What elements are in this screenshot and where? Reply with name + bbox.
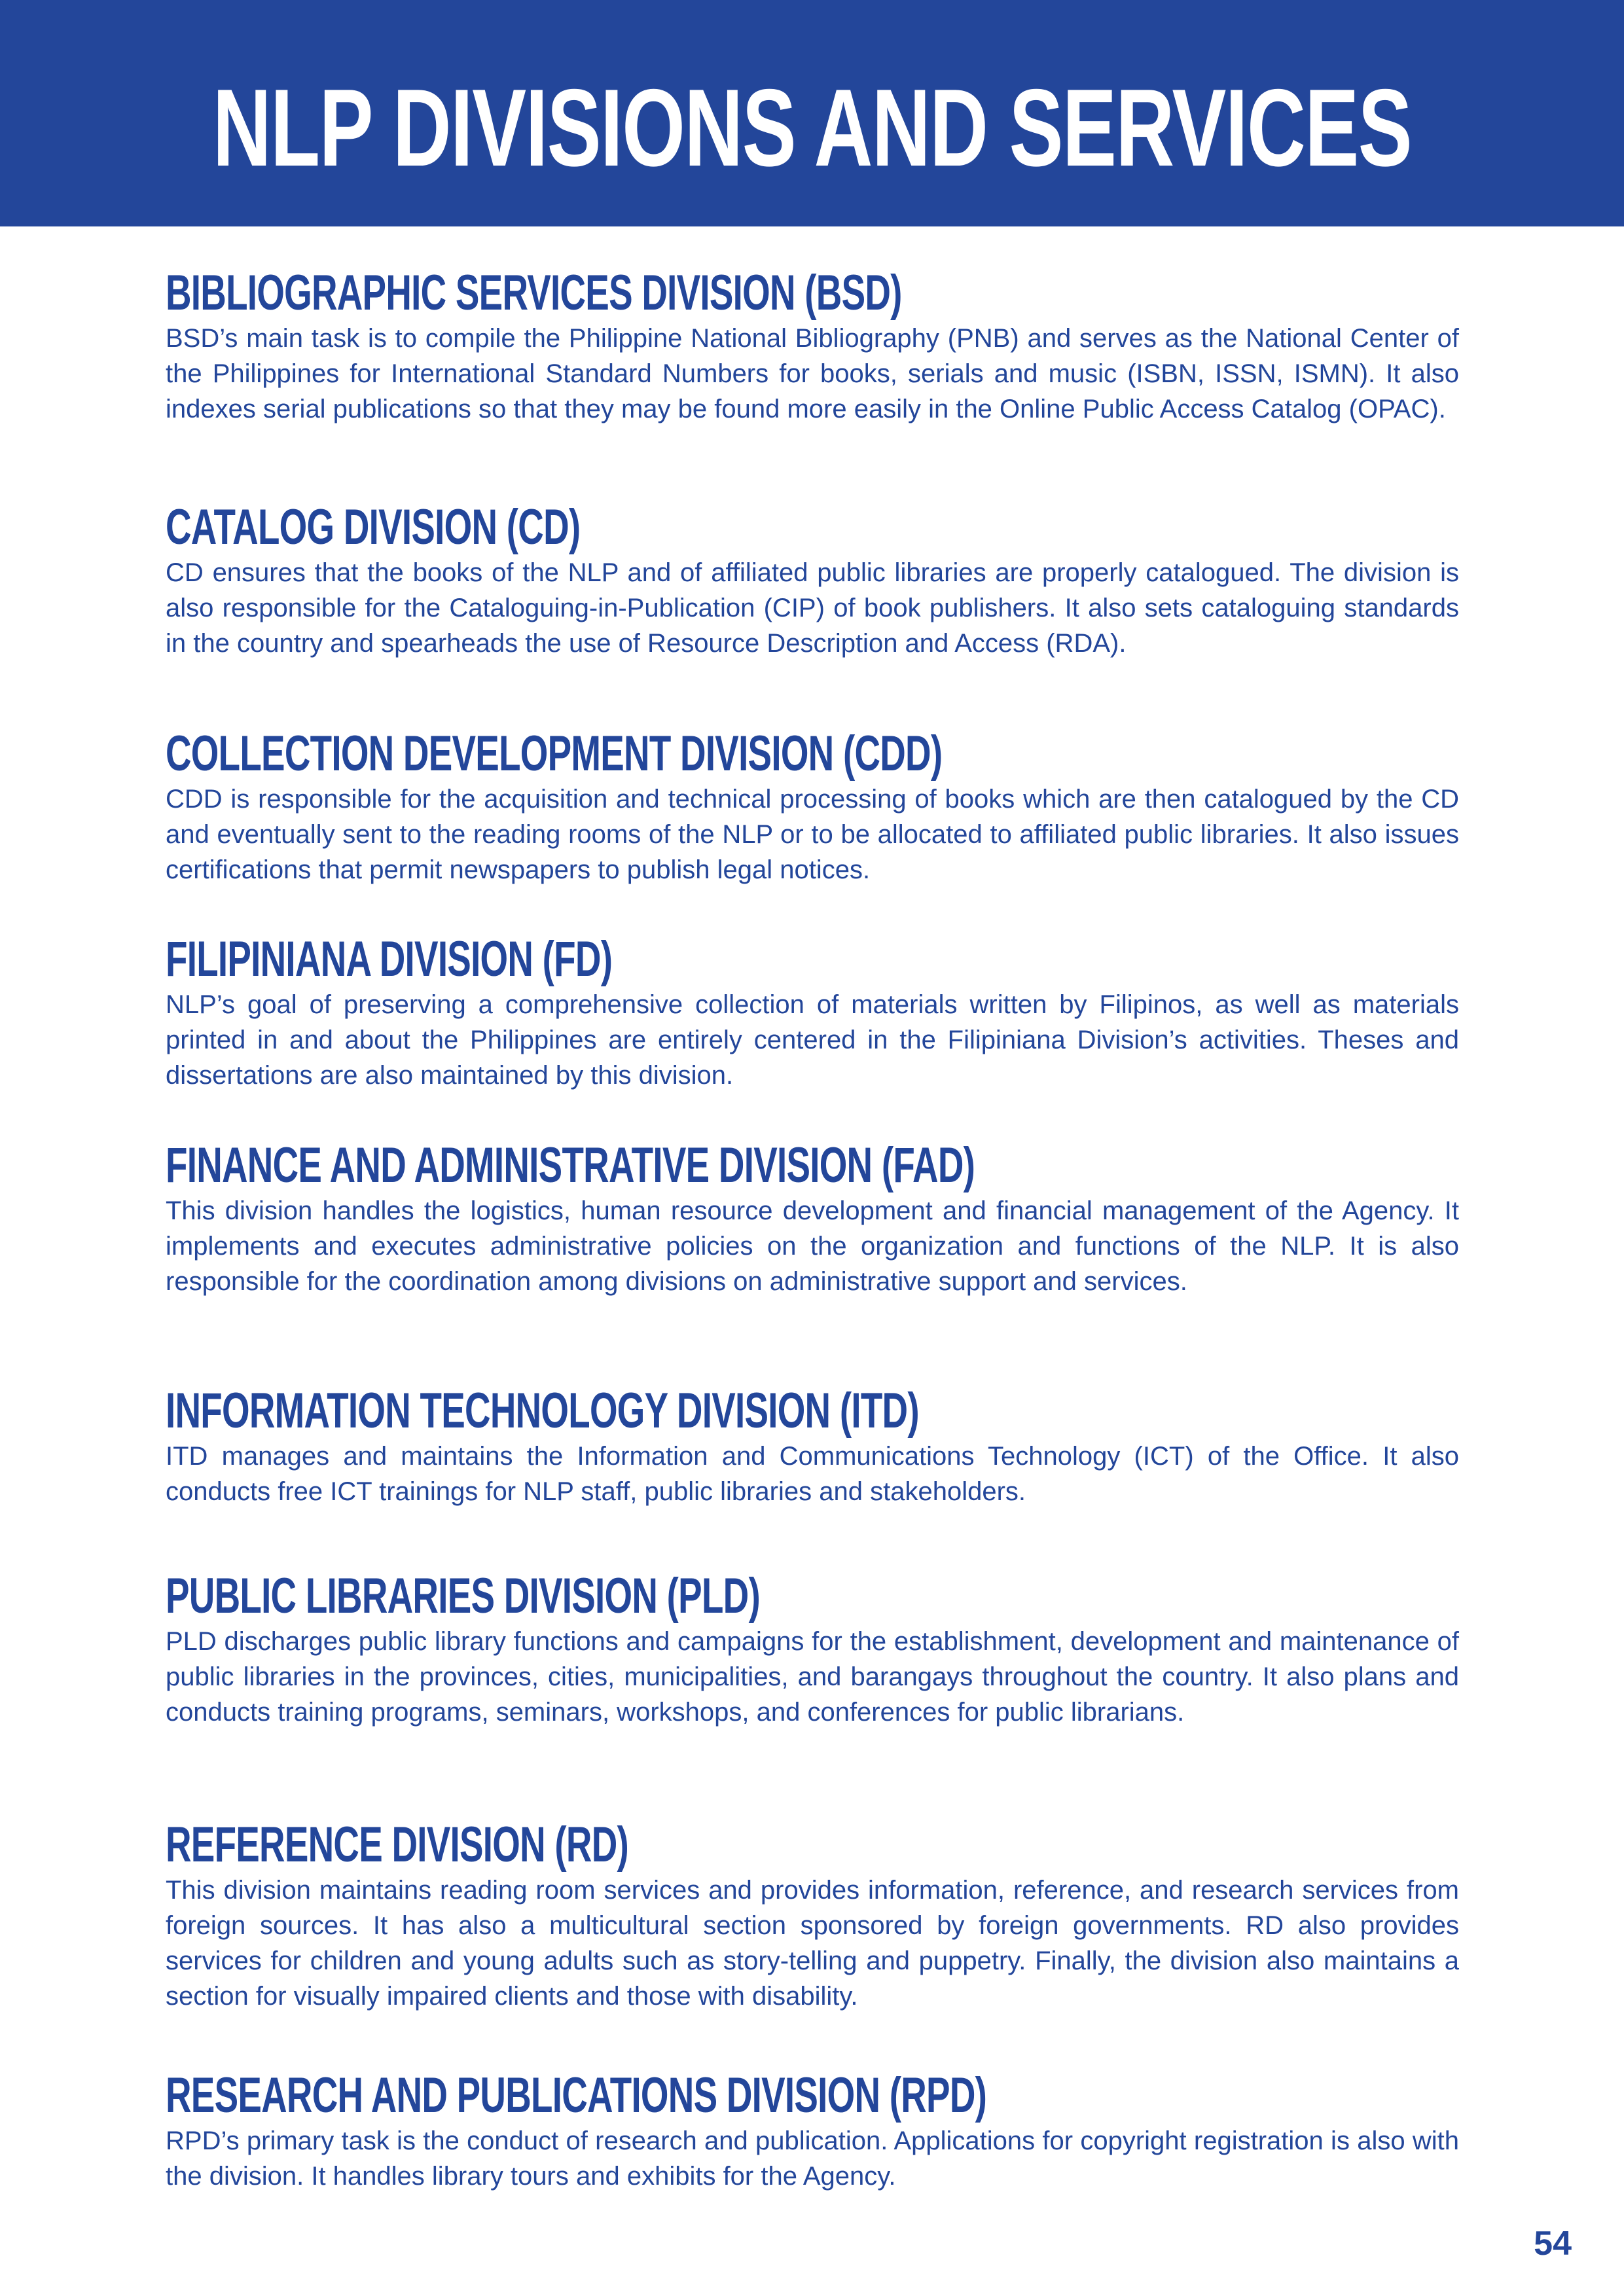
section-heading: FINANCE AND ADMINISTRATIVE DIVISION (FAD)	[166, 1138, 975, 1193]
section-heading: COLLECTION DEVELOPMENT DIVISION (CDD)	[166, 726, 943, 781]
section-body: RPD’s primary task is the conduct of research and publication. Applications for copyright registration is also with the division. It handles library tours and exhibits for the Agency.	[166, 2126, 1459, 2191]
section-body: ITD manages and maintains the Information and Communications Technology (ICT) of the Office. It also conducts free ICT trainings for NLP staff, public libraries and stakeholders.	[166, 1442, 1459, 1506]
page-number: 54	[1534, 2225, 1572, 2263]
page-title: NLP DIVISIONS AND SERVICES	[212, 66, 1412, 189]
section-rd	[166, 1818, 1459, 2014]
section-rpd	[166, 2068, 1459, 2194]
section-cd	[166, 500, 1459, 661]
section-heading: BIBLIOGRAPHIC SERVICES DIVISION (BSD)	[166, 265, 902, 321]
section-pld	[166, 1569, 1459, 1730]
section-heading: FILIPINIANA DIVISION (FD)	[166, 931, 613, 987]
section-body: PLD discharges public library functions and campaigns for the establishment, development and maintenance of public libraries in the provinces, cities, municipalities, and barangays throughout the country. It also plans and conducts training programs, seminars, workshops, and conferences for public librarians.	[166, 1627, 1459, 1727]
section-cdd	[166, 726, 1459, 888]
section-fad	[166, 1138, 1459, 1299]
section-heading: CATALOG DIVISION (CD)	[166, 499, 581, 555]
section-heading: INFORMATION TECHNOLOGY DIVISION (ITD)	[166, 1383, 919, 1439]
section-itd	[166, 1384, 1459, 1509]
section-body: NLP’s goal of preserving a comprehensive collection of materials written by Filipinos, as well as materials printed in and about the Philippines are entirely centered in the Filipiniana Division’s activities. Theses and dissertations are also maintained by this division.	[166, 990, 1459, 1090]
section-body: BSD’s main task is to compile the Philippine National Bibliography (PNB) and serves as the National Center of the Philippines for International Standard Numbers for books, serials and music (ISBN, ISSN, ISMN). It also indexes serial publications so that they may be found more easily in the Online Public Access Catalog (OPAC).	[166, 324, 1459, 423]
section-body: CDD is responsible for the acquisition and technical processing of books which are then catalogued by the CD and eventually sent to the reading rooms of the NLP or to be allocated to affiliated public libraries. It also issues certifications that permit newspapers to publish legal notices.	[166, 785, 1459, 884]
section-body: CD ensures that the books of the NLP and of affiliated public libraries are properly catalogued. The division is also responsible for the Cataloguing-in-Publication (CIP) of book publishers. It also sets cataloguing standards in the country and spearheads the use of Resource Description and Access (RDA).	[166, 558, 1459, 658]
section-body: This division handles the logistics, human resource development and financial management of the Agency. It implements and executes administrative policies on the organization and functions of the NLP. It is also responsible for the coordination among divisions on administrative support and services.	[166, 1196, 1459, 1296]
section-heading: RESEARCH AND PUBLICATIONS DIVISION (RPD)	[166, 2068, 987, 2123]
section-bsd	[166, 266, 1459, 427]
section-body: This division maintains reading room services and provides information, reference, and research services from foreign sources. It has also a multicultural section sponsored by foreign governments. RD also provides services for children and young adults such as story-telling and puppetry. Finally, the division also maintains a section for visually impaired clients and those with disability.	[166, 1876, 1459, 2011]
section-heading: PUBLIC LIBRARIES DIVISION (PLD)	[166, 1568, 760, 1624]
section-fd	[166, 932, 1459, 1093]
section-heading: REFERENCE DIVISION (RD)	[166, 1817, 629, 1873]
